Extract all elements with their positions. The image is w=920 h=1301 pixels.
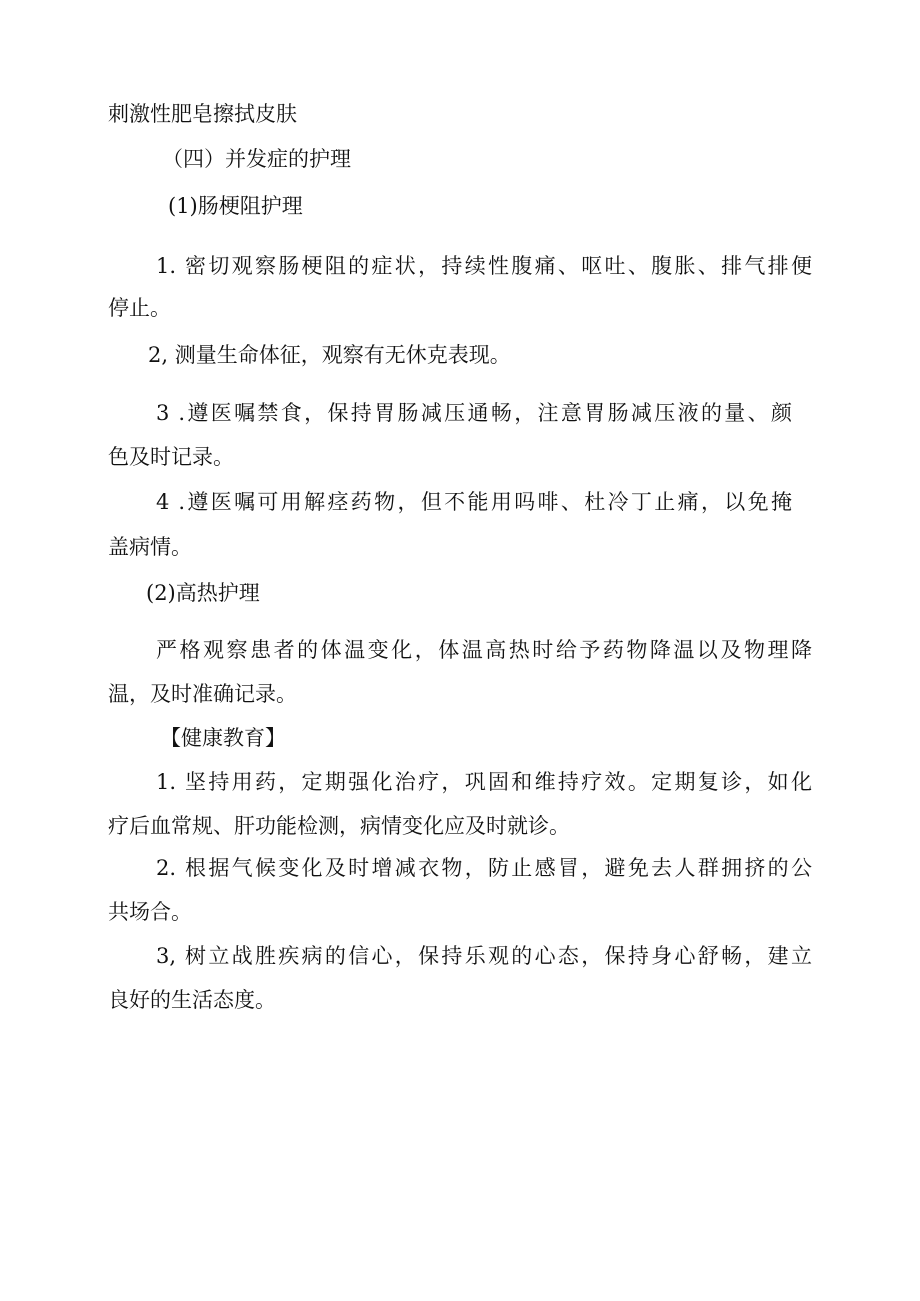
section-heading-complications: （四）并发症的护理: [162, 147, 351, 171]
subheading-high-fever: (2)高热护理: [146, 581, 260, 605]
edu-paragraph-3-line-1: 3, 树立战胜疾病的信心，保持乐观的心态，保持身心舒畅，建立: [156, 944, 812, 968]
paragraph-3-line-2: 色及时记录。: [108, 445, 234, 469]
paragraph-4-line-2: 盖病情。: [108, 535, 192, 559]
edu-paragraph-1-line-1: 1. 坚持用药，定期强化治疗，巩固和维持疗效。定期复诊，如化: [156, 770, 812, 794]
section-heading-health-education: 【健康教育】: [160, 726, 286, 750]
paragraph-2: 2, 测量生命体征，观察有无休克表现。: [148, 343, 511, 367]
text-line-skin-wipe: 刺激性肥皂擦拭皮肤: [108, 102, 297, 126]
paragraph-fever-line-1: 严格观察患者的体温变化，体温高热时给予药物降温以及物理降: [156, 638, 812, 662]
paragraph-1-line-2: 停止。: [108, 296, 171, 320]
edu-paragraph-3-line-2: 良好的生活态度。: [108, 988, 276, 1012]
edu-paragraph-1-line-2: 疗后血常规、肝功能检测，病情变化应及时就诊。: [108, 814, 570, 838]
paragraph-4-line-1: 4 .遵医嘱可用解痉药物，但不能用吗啡、杜冷丁止痛，以免掩: [156, 490, 792, 514]
paragraph-fever-line-2: 温，及时准确记录。: [108, 682, 297, 706]
edu-paragraph-2-line-2: 共场合。: [108, 900, 192, 924]
edu-paragraph-2-line-1: 2. 根据气候变化及时增减衣物，防止感冒，避免去人群拥挤的公: [156, 856, 812, 880]
paragraph-1-line-1: 1. 密切观察肠梗阻的症状，持续性腹痛、呕吐、腹胀、排气排便: [156, 254, 812, 278]
subheading-intestinal-obstruction: (1)肠梗阻护理: [168, 194, 303, 218]
paragraph-3-line-1: 3 .遵医嘱禁食，保持胃肠减压通畅，注意胃肠减压液的量、颜: [156, 401, 792, 425]
